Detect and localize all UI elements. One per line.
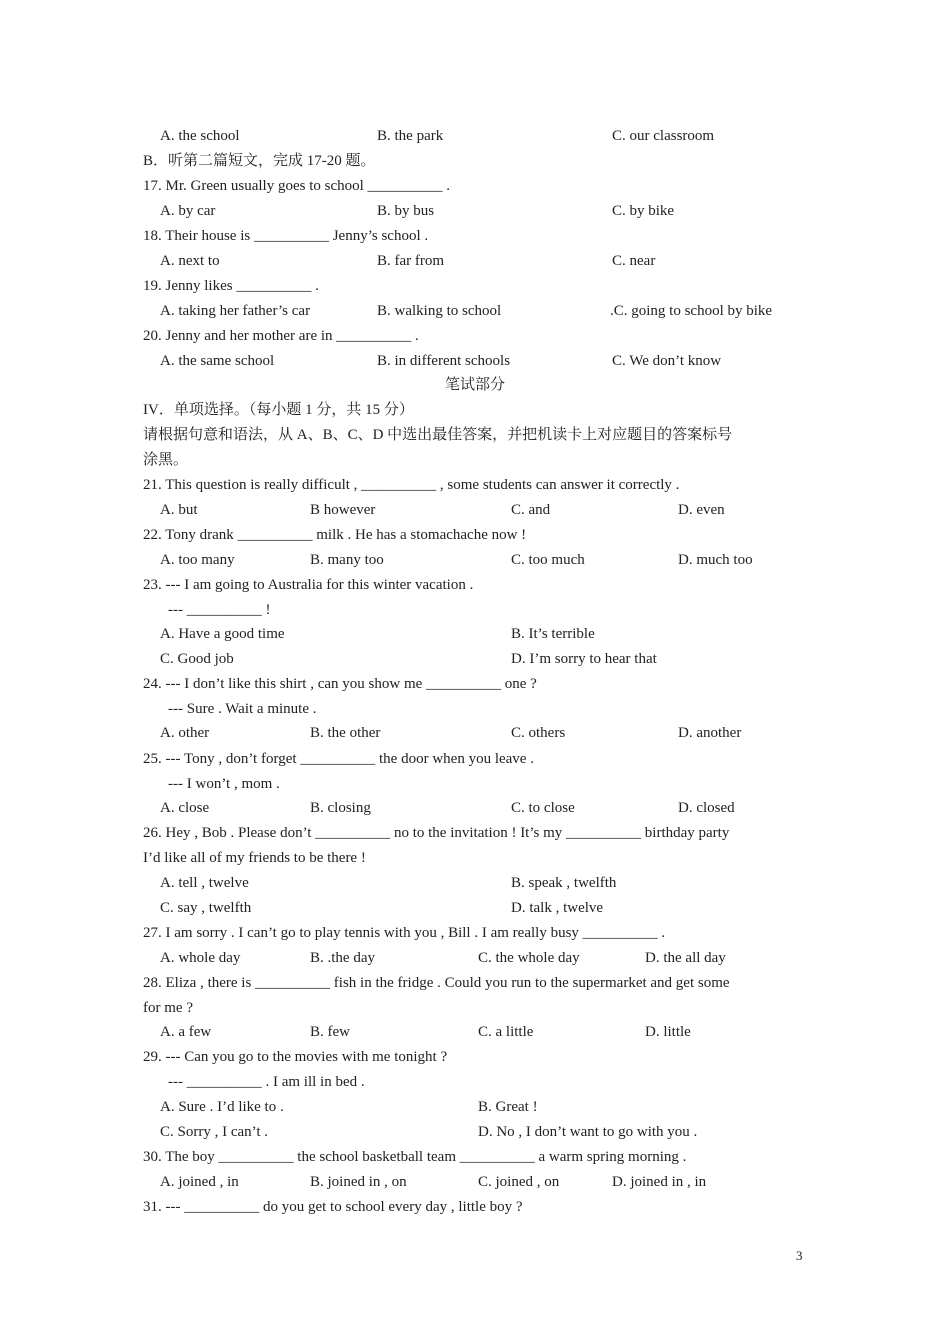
section-4-title: IV．单项选择。（每小题 1 分，共 15 分） <box>143 402 414 418</box>
option: B. closing <box>310 800 371 816</box>
option: D. even <box>678 502 725 518</box>
option: A. other <box>160 725 210 741</box>
option: A. close <box>160 800 210 816</box>
option: A. the same school <box>160 353 275 369</box>
question-26: 26. Hey , Bob . Please don’t __________ no to the invitation ! It’s my __________ birthday party <box>143 825 730 841</box>
option: B. .the day <box>310 950 375 966</box>
option: B. speak , twelfth <box>511 875 617 891</box>
option: C. Sorry , I can’t . <box>160 1124 269 1140</box>
option: C. near <box>612 253 656 269</box>
question-30: 30. The boy __________ the school basketball team __________ a warm spring morning . <box>143 1149 687 1165</box>
question-18: 18. Their house is __________ Jenny’s school . <box>143 228 429 244</box>
option: C. Good job <box>160 651 234 667</box>
question-31: 31. --- __________ do you get to school every day , little boy ? <box>143 1199 523 1215</box>
option: A. whole day <box>160 950 241 966</box>
question-19: 19. Jenny likes __________ . <box>143 278 319 294</box>
question-22: 22. Tony drank __________ milk . He has a stomachache now ! <box>143 527 527 543</box>
option: C. to close <box>511 800 575 816</box>
option: A. tell , twelve <box>160 875 249 891</box>
option: B. Great ! <box>478 1099 538 1115</box>
option: A. taking her father’s car <box>160 303 311 319</box>
option: B. the park <box>377 128 444 144</box>
option: B. joined in , on <box>310 1174 407 1190</box>
option: B. many too <box>310 552 384 568</box>
section-4-instructions: 请根据句意和语法，从 A、B、C、D 中选出最佳答案，并把机读卡上对应题目的答案标号 <box>143 427 733 443</box>
option: B however <box>310 502 376 518</box>
option: D. another <box>678 725 742 741</box>
option: C. too much <box>511 552 585 568</box>
option: B. It’s terrible <box>511 626 595 642</box>
question-24-reply: --- Sure . Wait a minute . <box>168 701 317 717</box>
option: B. the other <box>310 725 381 741</box>
question-27: 27. I am sorry . I can’t go to play tennis with you , Bill . I am really busy __________ . <box>143 925 666 941</box>
question-29-reply: --- __________ . I am ill in bed . <box>168 1074 365 1090</box>
option: D. joined in , in <box>612 1174 707 1190</box>
question-24: 24. --- I don’t like this shirt , can you show me __________ one ? <box>143 676 537 692</box>
question-28-cont: for me ? <box>143 1000 193 1016</box>
option: C. a little <box>478 1024 534 1040</box>
option: D. much too <box>678 552 753 568</box>
page-number: 3 <box>796 1248 803 1263</box>
option: C. joined , on <box>478 1174 560 1190</box>
question-29: 29. --- Can you go to the movies with me tonight ? <box>143 1049 448 1065</box>
option: C. the whole day <box>478 950 580 966</box>
option: A. the school <box>160 128 240 144</box>
option: B. far from <box>377 253 445 269</box>
section-b-heading: B．听第二篇短文，完成 17-20 题。 <box>143 153 376 169</box>
question-21: 21. This question is really difficult , __________ , some students can answer it correctly . <box>143 477 680 493</box>
question-25-reply: --- I won’t , mom . <box>168 776 280 792</box>
question-23: 23. --- I am going to Australia for this winter vacation . <box>143 577 474 593</box>
option: A. Sure . I’d like to . <box>160 1099 284 1115</box>
option: A. Have a good time <box>160 626 285 642</box>
option: A. too many <box>160 552 235 568</box>
option: D. little <box>645 1024 691 1040</box>
section-4-instructions-cont: 涂黑。 <box>143 452 189 468</box>
option: A. next to <box>160 253 220 269</box>
option: A. joined , in <box>160 1174 239 1190</box>
option: D. talk , twelve <box>511 900 604 916</box>
option: C. We don’t know <box>612 353 722 369</box>
written-part-heading: 笔试部分 <box>444 377 505 393</box>
option: B. in different schools <box>377 353 511 369</box>
option: A. but <box>160 502 198 518</box>
option: C. others <box>511 725 566 741</box>
question-26-cont: I’d like all of my friends to be there ! <box>143 850 366 866</box>
question-17: 17. Mr. Green usually goes to school __________ . <box>143 178 451 194</box>
option: A. by car <box>160 203 216 219</box>
option: D. I’m sorry to hear that <box>511 651 657 667</box>
option: D. the all day <box>645 950 726 966</box>
option: C. by bike <box>612 203 675 219</box>
option: C. say , twelfth <box>160 900 252 916</box>
option: B. by bus <box>377 203 435 219</box>
question-25: 25. --- Tony , don’t forget __________ the door when you leave . <box>143 751 534 767</box>
option: .C. going to school by bike <box>610 303 773 319</box>
option: B. walking to school <box>377 303 502 319</box>
option: A. a few <box>160 1024 212 1040</box>
option: B. few <box>310 1024 350 1040</box>
question-23-reply: --- __________ ! <box>168 602 271 618</box>
option: D. No , I don’t want to go with you . <box>478 1124 698 1140</box>
question-20: 20. Jenny and her mother are in __________ . <box>143 328 419 344</box>
option: C. and <box>511 502 551 518</box>
option: C. our classroom <box>612 128 715 144</box>
option: D. closed <box>678 800 735 816</box>
question-28: 28. Eliza , there is __________ fish in the fridge . Could you run to the supermarket and get some <box>143 975 730 991</box>
